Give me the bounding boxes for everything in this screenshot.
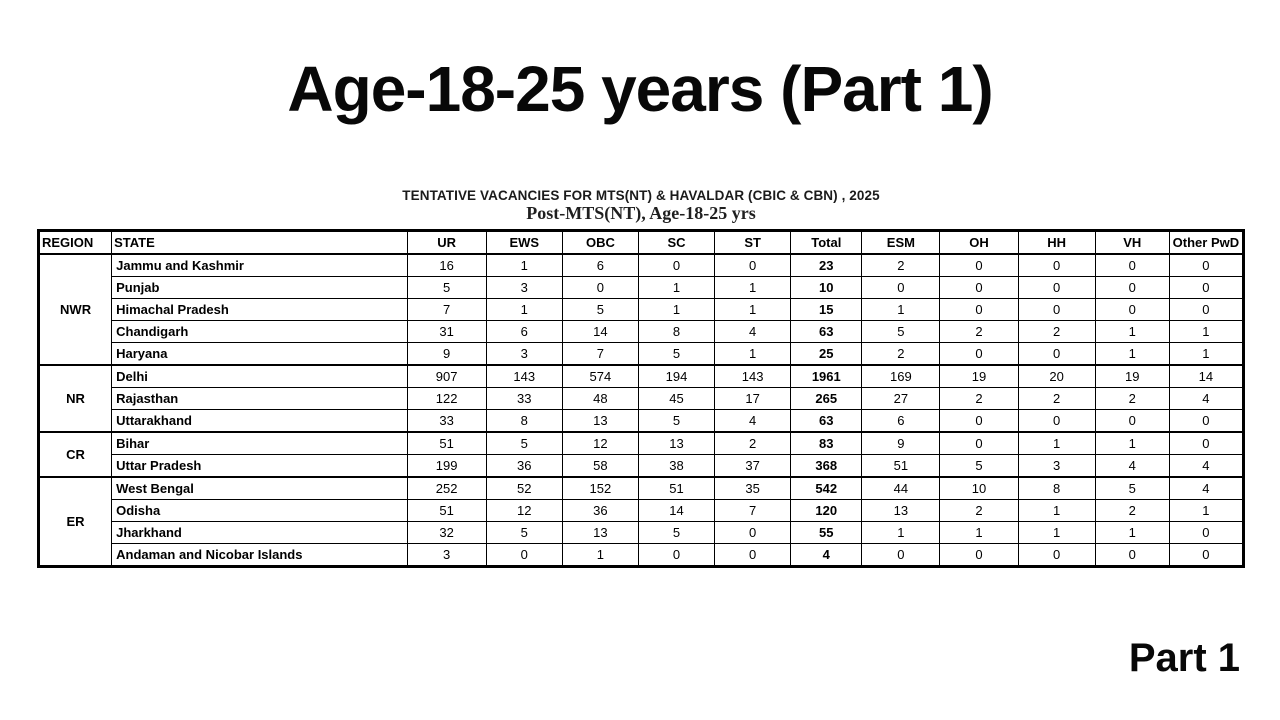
value-cell: 0 <box>940 254 1018 277</box>
total-cell: 368 <box>791 455 862 478</box>
value-cell: 5 <box>638 410 714 433</box>
value-cell: 194 <box>638 365 714 388</box>
column-header-vh: VH <box>1095 231 1169 255</box>
value-cell: 0 <box>1169 277 1243 299</box>
value-cell: 1 <box>1018 500 1095 522</box>
value-cell: 1 <box>1169 343 1243 366</box>
total-cell: 55 <box>791 522 862 544</box>
value-cell: 6 <box>562 254 638 277</box>
value-cell: 6 <box>862 410 940 433</box>
table-row <box>39 455 1244 478</box>
region-cell-er: ER <box>39 477 112 567</box>
value-cell: 1 <box>638 277 714 299</box>
value-cell: 8 <box>486 410 562 433</box>
value-cell: 45 <box>638 388 714 410</box>
value-cell: 0 <box>638 544 714 567</box>
total-cell: 4 <box>791 544 862 567</box>
value-cell: 0 <box>1169 410 1243 433</box>
value-cell: 0 <box>562 277 638 299</box>
value-cell: 12 <box>562 432 638 455</box>
value-cell: 0 <box>1169 522 1243 544</box>
state-cell: Uttar Pradesh <box>112 455 407 478</box>
value-cell: 0 <box>1169 432 1243 455</box>
value-cell: 7 <box>715 500 791 522</box>
value-cell: 5 <box>638 343 714 366</box>
state-cell: Himachal Pradesh <box>112 299 407 321</box>
value-cell: 51 <box>862 455 940 478</box>
value-cell: 5 <box>562 299 638 321</box>
value-cell: 5 <box>486 432 562 455</box>
state-cell: Chandigarh <box>112 321 407 343</box>
value-cell: 2 <box>715 432 791 455</box>
value-cell: 1 <box>1095 343 1169 366</box>
table-subtitle: Post-MTS(NT), Age-18-25 yrs <box>526 203 756 223</box>
value-cell: 0 <box>940 432 1018 455</box>
state-cell: Rajasthan <box>112 388 407 410</box>
value-cell: 13 <box>562 410 638 433</box>
value-cell: 52 <box>486 477 562 500</box>
value-cell: 0 <box>1095 299 1169 321</box>
column-header-st: ST <box>715 231 791 255</box>
value-cell: 199 <box>407 455 486 478</box>
value-cell: 51 <box>407 432 486 455</box>
value-cell: 0 <box>940 277 1018 299</box>
value-cell: 3 <box>486 277 562 299</box>
value-cell: 3 <box>486 343 562 366</box>
value-cell: 32 <box>407 522 486 544</box>
state-cell: Punjab <box>112 277 407 299</box>
value-cell: 31 <box>407 321 486 343</box>
value-cell: 48 <box>562 388 638 410</box>
value-cell: 1 <box>862 299 940 321</box>
value-cell: 44 <box>862 477 940 500</box>
value-cell: 2 <box>940 500 1018 522</box>
value-cell: 2 <box>940 388 1018 410</box>
value-cell: 9 <box>862 432 940 455</box>
value-cell: 0 <box>940 544 1018 567</box>
value-cell: 19 <box>940 365 1018 388</box>
table-row <box>39 500 1244 522</box>
value-cell: 0 <box>1095 410 1169 433</box>
value-cell: 0 <box>1018 277 1095 299</box>
value-cell: 1 <box>1169 321 1243 343</box>
value-cell: 4 <box>1169 477 1243 500</box>
value-cell: 51 <box>407 500 486 522</box>
value-cell: 1 <box>1169 500 1243 522</box>
value-cell: 252 <box>407 477 486 500</box>
total-cell: 25 <box>791 343 862 366</box>
value-cell: 1 <box>1018 522 1095 544</box>
table-row <box>39 365 1244 388</box>
value-cell: 2 <box>862 343 940 366</box>
value-cell: 0 <box>1169 544 1243 567</box>
value-cell: 0 <box>715 254 791 277</box>
value-cell: 33 <box>486 388 562 410</box>
value-cell: 2 <box>940 321 1018 343</box>
table-row <box>39 388 1244 410</box>
value-cell: 1 <box>1095 522 1169 544</box>
value-cell: 14 <box>1169 365 1243 388</box>
state-cell: Jharkhand <box>112 522 407 544</box>
column-header-sc: SC <box>638 231 714 255</box>
value-cell: 1 <box>486 299 562 321</box>
total-cell: 542 <box>791 477 862 500</box>
state-cell: Andaman and Nicobar Islands <box>112 544 407 567</box>
state-cell: West Bengal <box>112 477 407 500</box>
value-cell: 27 <box>862 388 940 410</box>
value-cell: 12 <box>486 500 562 522</box>
value-cell: 0 <box>1018 410 1095 433</box>
value-cell: 1 <box>862 522 940 544</box>
value-cell: 36 <box>562 500 638 522</box>
value-cell: 0 <box>1018 544 1095 567</box>
state-cell: Odisha <box>112 500 407 522</box>
region-cell-cr: CR <box>39 432 112 477</box>
value-cell: 1 <box>562 544 638 567</box>
value-cell: 0 <box>940 410 1018 433</box>
column-header-esm: ESM <box>862 231 940 255</box>
column-header-obc: OBC <box>562 231 638 255</box>
value-cell: 169 <box>862 365 940 388</box>
value-cell: 14 <box>638 500 714 522</box>
value-cell: 5 <box>407 277 486 299</box>
value-cell: 0 <box>1169 254 1243 277</box>
column-header-region: REGION <box>39 231 112 255</box>
value-cell: 143 <box>486 365 562 388</box>
value-cell: 38 <box>638 455 714 478</box>
value-cell: 0 <box>715 544 791 567</box>
value-cell: 9 <box>407 343 486 366</box>
value-cell: 13 <box>562 522 638 544</box>
value-cell: 16 <box>407 254 486 277</box>
total-cell: 120 <box>791 500 862 522</box>
value-cell: 4 <box>1095 455 1169 478</box>
value-cell: 0 <box>1018 343 1095 366</box>
value-cell: 1 <box>715 299 791 321</box>
state-cell: Haryana <box>112 343 407 366</box>
value-cell: 2 <box>862 254 940 277</box>
value-cell: 36 <box>486 455 562 478</box>
value-cell: 122 <box>407 388 486 410</box>
value-cell: 5 <box>862 321 940 343</box>
value-cell: 17 <box>715 388 791 410</box>
state-cell: Bihar <box>112 432 407 455</box>
value-cell: 33 <box>407 410 486 433</box>
value-cell: 5 <box>638 522 714 544</box>
value-cell: 4 <box>715 321 791 343</box>
value-cell: 0 <box>486 544 562 567</box>
value-cell: 14 <box>562 321 638 343</box>
value-cell: 4 <box>1169 388 1243 410</box>
total-cell: 10 <box>791 277 862 299</box>
region-cell-nr: NR <box>39 365 112 432</box>
value-cell: 7 <box>562 343 638 366</box>
value-cell: 35 <box>715 477 791 500</box>
table-header <box>39 231 1244 255</box>
value-cell: 1 <box>715 277 791 299</box>
state-cell: Delhi <box>112 365 407 388</box>
value-cell: 0 <box>1095 544 1169 567</box>
column-header-total: Total <box>791 231 862 255</box>
value-cell: 3 <box>407 544 486 567</box>
page-title: Age-18-25 years (Part 1) <box>287 53 993 125</box>
table-row <box>39 299 1244 321</box>
total-cell: 63 <box>791 410 862 433</box>
table-row <box>39 277 1244 299</box>
value-cell: 13 <box>862 500 940 522</box>
value-cell: 0 <box>1018 299 1095 321</box>
value-cell: 143 <box>715 365 791 388</box>
footer-part-label: Part 1 <box>1128 636 1240 680</box>
value-cell: 8 <box>1018 477 1095 500</box>
total-cell: 63 <box>791 321 862 343</box>
value-cell: 0 <box>1095 277 1169 299</box>
state-cell: Uttarakhand <box>112 410 407 433</box>
total-cell: 83 <box>791 432 862 455</box>
total-cell: 265 <box>791 388 862 410</box>
value-cell: 2 <box>1095 500 1169 522</box>
total-cell: 1961 <box>791 365 862 388</box>
value-cell: 37 <box>715 455 791 478</box>
state-cell: Jammu and Kashmir <box>112 254 407 277</box>
value-cell: 0 <box>1095 254 1169 277</box>
region-cell-nwr: NWR <box>39 254 112 365</box>
value-cell: 0 <box>940 299 1018 321</box>
value-cell: 1 <box>715 343 791 366</box>
value-cell: 574 <box>562 365 638 388</box>
table-row <box>39 254 1244 277</box>
value-cell: 4 <box>1169 455 1243 478</box>
value-cell: 0 <box>715 522 791 544</box>
table-row <box>39 477 1244 500</box>
header-row <box>39 231 1244 255</box>
value-cell: 13 <box>638 432 714 455</box>
table-row <box>39 343 1244 366</box>
value-cell: 8 <box>638 321 714 343</box>
value-cell: 2 <box>1095 388 1169 410</box>
vacancy-table <box>37 229 1245 568</box>
table-row <box>39 544 1244 567</box>
value-cell: 19 <box>1095 365 1169 388</box>
value-cell: 0 <box>638 254 714 277</box>
value-cell: 5 <box>486 522 562 544</box>
value-cell: 2 <box>1018 321 1095 343</box>
table-row <box>39 522 1244 544</box>
value-cell: 5 <box>1095 477 1169 500</box>
total-cell: 23 <box>791 254 862 277</box>
table-row <box>39 432 1244 455</box>
column-header-other-pwd: Other PwD <box>1169 231 1243 255</box>
value-cell: 0 <box>862 277 940 299</box>
column-header-ur: UR <box>407 231 486 255</box>
value-cell: 6 <box>486 321 562 343</box>
column-header-hh: HH <box>1018 231 1095 255</box>
value-cell: 3 <box>1018 455 1095 478</box>
table-body <box>39 254 1244 567</box>
value-cell: 20 <box>1018 365 1095 388</box>
value-cell: 51 <box>638 477 714 500</box>
table-title: TENTATIVE VACANCIES FOR MTS(NT) & HAVALDAR (CBIC & CBN) , 2025 <box>402 188 880 203</box>
value-cell: 1 <box>1095 321 1169 343</box>
value-cell: 58 <box>562 455 638 478</box>
value-cell: 152 <box>562 477 638 500</box>
value-cell: 0 <box>940 343 1018 366</box>
table-row <box>39 321 1244 343</box>
value-cell: 7 <box>407 299 486 321</box>
column-header-state: STATE <box>112 231 407 255</box>
value-cell: 1 <box>940 522 1018 544</box>
column-header-ews: EWS <box>486 231 562 255</box>
value-cell: 0 <box>862 544 940 567</box>
value-cell: 1 <box>638 299 714 321</box>
table-row <box>39 410 1244 433</box>
value-cell: 2 <box>1018 388 1095 410</box>
value-cell: 0 <box>1169 299 1243 321</box>
value-cell: 5 <box>940 455 1018 478</box>
value-cell: 4 <box>715 410 791 433</box>
value-cell: 1 <box>1018 432 1095 455</box>
value-cell: 10 <box>940 477 1018 500</box>
value-cell: 1 <box>486 254 562 277</box>
value-cell: 907 <box>407 365 486 388</box>
value-cell: 0 <box>1018 254 1095 277</box>
value-cell: 1 <box>1095 432 1169 455</box>
column-header-oh: OH <box>940 231 1018 255</box>
total-cell: 15 <box>791 299 862 321</box>
